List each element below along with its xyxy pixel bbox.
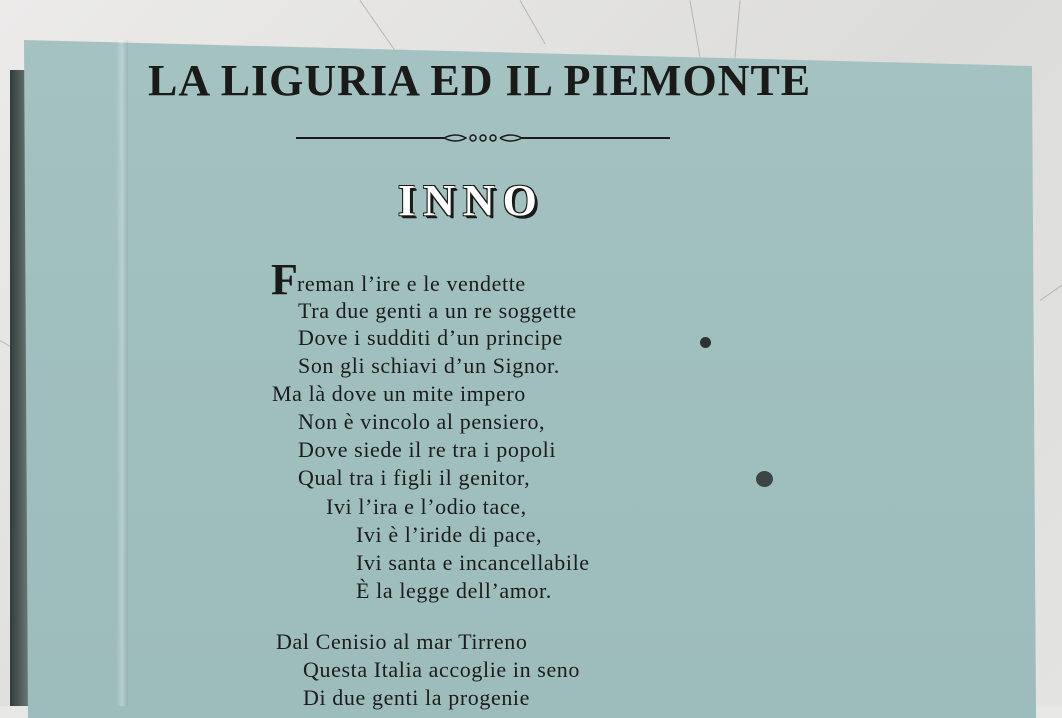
verse-line: Ivi è l’iride di pace, (356, 522, 543, 547)
drop-cap: F (271, 255, 298, 304)
surface-crack (734, 0, 740, 60)
ink-spot (700, 337, 711, 348)
verse-line: Ma là dove un mite impero (272, 381, 526, 406)
verse-line: Ivi l’ira e l’odio tace, (326, 494, 527, 519)
verse-line: Questa Italia accoglie in seno (303, 657, 581, 682)
verse-line: Tra due genti a un re soggette (298, 298, 577, 323)
verse-line: Dove siede il re tra i popoli (298, 437, 557, 462)
surface-crack (1040, 283, 1062, 301)
verse-line: Qual tra i figli il genitor, (298, 465, 531, 490)
sheet-fold (116, 40, 128, 706)
section-heading: INNO (398, 176, 545, 225)
ornament-divider-icon (296, 128, 670, 148)
verse-line: Son gli schiavi d’un Signor. (298, 353, 560, 378)
surface-crack (360, 0, 395, 50)
ink-spot (756, 471, 773, 487)
surface-crack (520, 0, 546, 44)
verse-line: Dal Cenisio al mar Tirreno (276, 629, 528, 654)
document-title: LA LIGURIA ED IL PIEMONTE (148, 56, 812, 105)
verse-line: Di due genti la progenie (303, 685, 530, 710)
verse-line: Ivi santa e incancellabile (356, 550, 590, 575)
verse-line: È la legge dell’amor. (356, 578, 552, 603)
verse-line: Dove i sudditi d’un principe (298, 325, 563, 350)
verse-line: reman l’ire e le vendette (297, 271, 526, 296)
verse-line: Non è vincolo al pensiero, (298, 409, 546, 434)
